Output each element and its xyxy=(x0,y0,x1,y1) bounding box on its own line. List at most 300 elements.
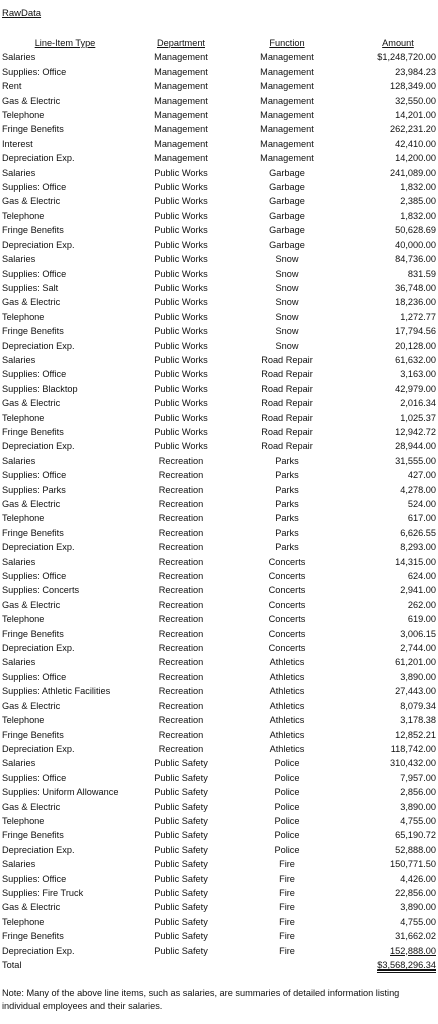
cell-function[interactable]: Athletics xyxy=(269,743,305,754)
table-row xyxy=(2,526,438,540)
table-row xyxy=(2,79,438,93)
cell-line-item-type[interactable]: Interest xyxy=(2,138,33,149)
cell-line-item-type[interactable]: Supplies: Office xyxy=(2,873,67,884)
cell-function[interactable]: Fire xyxy=(279,945,295,956)
cell-department[interactable]: Recreation xyxy=(158,585,204,596)
cell-amount[interactable]: 619.00 xyxy=(407,614,436,625)
total-department-cell[interactable] xyxy=(128,958,234,972)
cell-department[interactable]: Recreation xyxy=(158,556,204,567)
cell-department[interactable]: Public Safety xyxy=(154,945,208,956)
cell-amount[interactable]: 4,426.00 xyxy=(400,873,436,884)
cell-department[interactable]: Recreation xyxy=(158,700,204,711)
cell-department[interactable]: Recreation xyxy=(158,628,204,639)
cell-department[interactable]: Public Works xyxy=(154,210,208,221)
table-row xyxy=(2,425,438,439)
cell-amount[interactable]: 36,748.00 xyxy=(395,282,436,293)
table-row xyxy=(2,598,438,612)
cell-function[interactable]: Police xyxy=(274,815,300,826)
cell-line-item-type[interactable]: Telephone xyxy=(2,210,45,221)
cell-line-item-type[interactable]: Supplies: Office xyxy=(2,369,67,380)
cell-function[interactable]: Snow xyxy=(275,268,299,279)
cell-department[interactable]: Public Safety xyxy=(154,887,208,898)
cell-department[interactable]: Recreation xyxy=(158,470,204,481)
table-row xyxy=(2,50,438,64)
cell-department[interactable]: Public Works xyxy=(154,239,208,250)
cell-line-item-type[interactable]: Supplies: Office xyxy=(2,571,67,582)
cell-function[interactable]: Athletics xyxy=(269,657,305,668)
cell-department[interactable]: Management xyxy=(154,81,208,92)
cell-amount[interactable]: 3,890.00 xyxy=(400,801,436,812)
cell-line-item-type[interactable]: Supplies: Uniform Allowance xyxy=(2,787,119,798)
table-row xyxy=(2,828,438,842)
cell-amount[interactable]: 14,315.00 xyxy=(395,556,436,567)
cell-function[interactable]: Fire xyxy=(279,931,295,942)
cell-amount[interactable]: 3,178.38 xyxy=(400,715,436,726)
table-row xyxy=(2,223,438,237)
cell-department[interactable]: Public Works xyxy=(154,326,208,337)
cell-department[interactable]: Recreation xyxy=(158,657,204,668)
cell-function[interactable]: Road Repair xyxy=(261,426,313,437)
cell-amount[interactable]: 1,832.00 xyxy=(400,210,436,221)
cell-amount[interactable]: 150,771.50 xyxy=(390,859,436,870)
cell-line-item-type[interactable]: Supplies: Parks xyxy=(2,484,66,495)
cell-function[interactable]: Fire xyxy=(279,859,295,870)
cell-amount[interactable]: 617.00 xyxy=(407,513,436,524)
cell-function[interactable]: Road Repair xyxy=(261,412,313,423)
cell-function[interactable]: Concerts xyxy=(268,643,306,654)
cell-function[interactable]: Management xyxy=(260,52,314,63)
cell-line-item-type[interactable]: Fringe Benefits xyxy=(2,124,64,135)
cell-line-item-type[interactable]: Fringe Benefits xyxy=(2,830,64,841)
cell-department[interactable]: Public Works xyxy=(154,354,208,365)
cell-department[interactable]: Recreation xyxy=(158,542,204,553)
cell-department[interactable]: Public Works xyxy=(154,254,208,265)
cell-line-item-type[interactable]: Telephone xyxy=(2,110,45,121)
table-row xyxy=(2,310,438,324)
total-row xyxy=(2,958,438,972)
cell-department[interactable]: Public Works xyxy=(154,340,208,351)
cell-department[interactable]: Recreation xyxy=(158,499,204,509)
cell-line-item-type[interactable]: Fringe Benefits xyxy=(2,326,64,337)
cell-department[interactable]: Recreation xyxy=(158,455,204,466)
cell-amount[interactable]: 12,942.72 xyxy=(395,426,436,437)
table-row xyxy=(2,641,438,655)
cell-amount[interactable]: 18,236.00 xyxy=(395,297,436,308)
table-row xyxy=(2,180,438,194)
cell-line-item-type[interactable]: Fringe Benefits xyxy=(2,225,64,236)
cell-line-item-type[interactable]: Supplies: Office xyxy=(2,772,67,783)
cell-function[interactable]: Management xyxy=(260,153,314,164)
cell-line-item-type[interactable]: Rent xyxy=(2,81,22,92)
cell-amount[interactable]: 3,163.00 xyxy=(400,369,436,380)
cell-department[interactable]: Recreation xyxy=(158,527,204,538)
header-amount[interactable]: Amount xyxy=(382,38,414,48)
cell-function[interactable]: Parks xyxy=(275,455,299,466)
cell-amount[interactable]: 4,755.00 xyxy=(400,815,436,826)
cell-amount[interactable]: 32,550.00 xyxy=(395,95,436,106)
cell-line-item-type[interactable]: Depreciation Exp. xyxy=(2,743,75,754)
cell-line-item-type[interactable]: Depreciation Exp. xyxy=(2,441,75,452)
cell-function[interactable]: Parks xyxy=(275,527,299,538)
cell-line-item-type[interactable]: Salaries xyxy=(2,455,36,466)
table-row xyxy=(2,439,438,453)
cell-function[interactable]: Management xyxy=(260,110,314,121)
cell-department[interactable]: Recreation xyxy=(158,715,204,726)
cell-amount[interactable]: 241,089.00 xyxy=(390,167,436,178)
table-row xyxy=(2,756,438,770)
cell-department[interactable]: Public Works xyxy=(154,311,208,322)
cell-amount[interactable]: 624.00 xyxy=(407,571,436,582)
table-row xyxy=(2,857,438,871)
cell-amount[interactable]: 1,025.37 xyxy=(400,412,436,423)
cell-line-item-type[interactable]: Supplies: Office xyxy=(2,66,67,77)
cell-amount[interactable]: 310,432.00 xyxy=(390,758,436,769)
cell-line-item-type[interactable]: Telephone xyxy=(2,311,45,322)
cell-line-item-type[interactable]: Gas & Electric xyxy=(2,196,61,207)
cell-amount[interactable]: 128,349.00 xyxy=(390,81,436,92)
cell-function[interactable]: Fire xyxy=(279,902,295,913)
cell-function[interactable]: Concerts xyxy=(268,556,306,567)
cell-line-item-type[interactable]: Salaries xyxy=(2,758,36,769)
cell-department[interactable]: Recreation xyxy=(158,686,204,697)
cell-line-item-type[interactable]: Supplies: Office xyxy=(2,671,67,682)
cell-line-item-type[interactable]: Gas & Electric xyxy=(2,95,61,106)
cell-department[interactable]: Public Safety xyxy=(154,801,208,812)
cell-function[interactable]: Concerts xyxy=(268,614,306,625)
cell-function[interactable]: Athletics xyxy=(269,700,305,711)
table-row xyxy=(2,713,438,727)
cell-department[interactable]: Public Works xyxy=(154,412,208,423)
cell-department[interactable]: Public Safety xyxy=(154,916,208,927)
table-row xyxy=(2,396,438,410)
cell-amount[interactable]: 14,201.00 xyxy=(395,110,436,121)
table-row xyxy=(2,382,438,396)
cell-amount[interactable]: 3,006.15 xyxy=(400,628,436,639)
cell-line-item-type[interactable]: Depreciation Exp. xyxy=(2,542,75,553)
cell-amount[interactable]: 6,626.55 xyxy=(400,527,436,538)
cell-amount[interactable]: 31,555.00 xyxy=(395,455,436,466)
total-function-cell[interactable] xyxy=(234,958,340,972)
cell-line-item-type[interactable]: Supplies: Blacktop xyxy=(2,383,78,394)
cell-function[interactable]: Athletics xyxy=(269,715,305,726)
cell-department[interactable]: Recreation xyxy=(158,643,204,654)
cell-function[interactable]: Concerts xyxy=(268,571,306,582)
cell-line-item-type[interactable]: Fringe Benefits xyxy=(2,628,64,639)
cell-line-item-type[interactable]: Fringe Benefits xyxy=(2,426,64,437)
cell-function[interactable]: Snow xyxy=(275,282,299,293)
cell-function[interactable]: Management xyxy=(260,81,314,92)
cell-amount[interactable]: 262.00 xyxy=(407,599,436,610)
cell-function[interactable]: Police xyxy=(274,787,300,798)
cell-amount[interactable]: 1,272.77 xyxy=(400,311,436,322)
cell-amount[interactable]: 28,944.00 xyxy=(395,441,436,452)
cell-department[interactable]: Public Works xyxy=(154,167,208,178)
cell-amount[interactable]: 20,128.00 xyxy=(395,340,436,351)
cell-amount[interactable]: 3,890.00 xyxy=(400,902,436,913)
cell-amount[interactable]: 4,278.00 xyxy=(400,484,436,495)
total-label[interactable]: Total xyxy=(2,960,22,970)
cell-department[interactable]: Management xyxy=(154,52,208,63)
cell-function[interactable]: Garbage xyxy=(269,239,305,250)
raw-data-table xyxy=(2,36,438,972)
cell-department[interactable]: Public Safety xyxy=(154,787,208,798)
cell-department[interactable]: Recreation xyxy=(158,729,204,740)
cell-amount[interactable] xyxy=(340,944,438,958)
cell-department[interactable]: Public Safety xyxy=(154,873,208,884)
table-row xyxy=(2,295,438,309)
cell-amount[interactable]: 12,852.21 xyxy=(395,729,436,740)
cell-department[interactable]: Public Works xyxy=(154,369,208,380)
cell-function[interactable]: Athletics xyxy=(269,671,305,682)
cell-amount[interactable]: 2,856.00 xyxy=(400,787,436,798)
cell-function[interactable]: Parks xyxy=(275,513,299,524)
cell-function[interactable]: Concerts xyxy=(268,585,306,596)
cell-line-item-type[interactable]: Gas & Electric xyxy=(2,398,61,409)
cell-amount[interactable]: 65,190.72 xyxy=(395,830,436,841)
cell-department[interactable]: Public Works xyxy=(154,398,208,409)
cell-line-item-type[interactable]: Salaries xyxy=(2,657,36,668)
cell-department[interactable]: Public Works xyxy=(154,426,208,437)
cell-department[interactable]: Management xyxy=(154,95,208,106)
table-row xyxy=(2,108,438,122)
table-row xyxy=(2,65,438,79)
cell-line-item-type[interactable]: Depreciation Exp. xyxy=(2,239,75,250)
cell-amount[interactable]: 61,201.00 xyxy=(395,657,436,668)
cell-department[interactable]: Public Safety xyxy=(154,859,208,870)
cell-amount[interactable]: 831.59 xyxy=(407,268,436,279)
cell-line-item-type[interactable]: Salaries xyxy=(2,859,36,870)
cell-function[interactable]: Snow xyxy=(275,311,299,322)
cell-line-item-type[interactable]: Telephone xyxy=(2,513,45,524)
cell-amount[interactable]: 52,888.00 xyxy=(395,844,436,855)
cell-function[interactable]: Snow xyxy=(275,340,299,351)
sheet-title: RawData xyxy=(2,8,42,19)
table-row xyxy=(2,238,438,252)
cell-function[interactable]: Road Repair xyxy=(261,441,313,452)
cell-amount[interactable]: 84,736.00 xyxy=(395,254,436,265)
cell-amount[interactable]: 118,742.00 xyxy=(390,743,436,754)
cell-function[interactable]: Athletics xyxy=(269,729,305,740)
cell-department[interactable]: Management xyxy=(154,124,208,135)
cell-amount[interactable]: 262,231.20 xyxy=(390,124,436,135)
cell-line-item-type[interactable]: Gas & Electric xyxy=(2,499,61,509)
cell-function[interactable]: Garbage xyxy=(269,225,305,236)
cell-function[interactable]: Garbage xyxy=(269,196,305,207)
table-row xyxy=(2,886,438,900)
cell-function[interactable]: Concerts xyxy=(268,599,306,610)
cell-function[interactable]: Garbage xyxy=(269,182,305,193)
cell-line-item-type[interactable]: Fringe Benefits xyxy=(2,527,64,538)
table-row xyxy=(2,929,438,943)
cell-amount[interactable]: 42,979.00 xyxy=(395,383,436,394)
table-row xyxy=(2,252,438,266)
cell-amount[interactable]: 31,662.02 xyxy=(395,931,436,942)
cell-function[interactable]: Management xyxy=(260,124,314,135)
cell-department[interactable]: Public Works xyxy=(154,225,208,236)
cell-department[interactable]: Public Works xyxy=(154,182,208,193)
cell-function[interactable]: Fire xyxy=(279,873,295,884)
cell-line-item-type[interactable]: Telephone xyxy=(2,614,45,625)
cell-function[interactable]: Police xyxy=(274,772,300,783)
cell-department[interactable]: Public Safety xyxy=(154,902,208,913)
cell-amount[interactable]: 427.00 xyxy=(407,470,436,481)
cell-department[interactable]: Public Safety xyxy=(154,758,208,769)
cell-amount[interactable]: 1,832.00 xyxy=(400,182,436,193)
cell-department[interactable]: Public Works xyxy=(154,282,208,293)
cell-function[interactable]: Road Repair xyxy=(261,369,313,380)
cell-department[interactable]: Public Works xyxy=(154,196,208,207)
cell-function[interactable]: Garbage xyxy=(269,167,305,178)
table-row xyxy=(2,468,438,482)
cell-amount[interactable]: 7,957.00 xyxy=(400,772,436,783)
cell-line-item-type[interactable]: Gas & Electric xyxy=(2,599,61,610)
cell-amount[interactable]: 14,200.00 xyxy=(395,153,436,164)
header-line-item-type[interactable]: Line-Item Type xyxy=(34,38,96,48)
cell-line-item-type[interactable]: Supplies: Concerts xyxy=(2,585,80,596)
cell-department[interactable]: Public Works xyxy=(154,441,208,452)
cell-function[interactable]: Fire xyxy=(279,887,295,898)
cell-function[interactable]: Parks xyxy=(275,470,299,481)
table-row xyxy=(2,194,438,208)
cell-department[interactable]: Public Works xyxy=(154,383,208,394)
cell-amount[interactable]: 2,941.00 xyxy=(400,585,436,596)
cell-department[interactable]: Public Works xyxy=(154,297,208,308)
cell-department[interactable]: Management xyxy=(154,66,208,77)
cell-amount[interactable]: 2,744.00 xyxy=(400,643,436,654)
cell-function[interactable]: Parks xyxy=(275,484,299,495)
table-row xyxy=(2,699,438,713)
cell-function[interactable]: Fire xyxy=(279,916,295,927)
cell-department[interactable]: Recreation xyxy=(158,484,204,495)
table-row xyxy=(2,627,438,641)
cell-function[interactable]: Management xyxy=(260,138,314,149)
cell-line-item-type[interactable]: Fringe Benefits xyxy=(2,729,64,740)
cell-line-item-type[interactable]: Supplies: Athletic Facilities xyxy=(2,686,111,697)
table-row xyxy=(2,267,438,281)
cell-amount[interactable]: 3,890.00 xyxy=(400,671,436,682)
cell-department[interactable]: Public Safety xyxy=(154,815,208,826)
cell-amount[interactable]: $1,248,720.00 xyxy=(377,52,436,63)
cell-amount[interactable]: 8,079.34 xyxy=(400,700,436,711)
cell-amount[interactable]: 4,755.00 xyxy=(400,916,436,927)
cell-line-item-type[interactable]: Telephone xyxy=(2,715,45,726)
cell-amount[interactable]: 61,632.00 xyxy=(395,354,436,365)
cell-department[interactable]: Public Safety xyxy=(154,772,208,783)
table-row xyxy=(2,324,438,338)
cell-line-item-type[interactable]: Depreciation Exp. xyxy=(2,945,75,956)
cell-function[interactable]: Road Repair xyxy=(261,383,313,394)
cell-line-item-type[interactable]: Depreciation Exp. xyxy=(2,153,75,164)
cell-function[interactable]: Police xyxy=(274,758,300,769)
cell-line-item-type[interactable]: Gas & Electric xyxy=(2,700,61,711)
table-row xyxy=(2,684,438,698)
cell-line-item-type[interactable]: Telephone xyxy=(2,815,45,826)
header-function[interactable]: Function xyxy=(269,38,305,48)
cell-amount[interactable]: 17,794.56 xyxy=(395,326,436,337)
cell-function[interactable]: Snow xyxy=(275,297,299,308)
cell-line-item-type[interactable]: Salaries xyxy=(2,167,36,178)
cell-department[interactable]: Recreation xyxy=(158,614,204,625)
cell-line-item-type[interactable]: Gas & Electric xyxy=(2,902,61,913)
table-row xyxy=(2,454,438,468)
cell-function[interactable]: Snow xyxy=(275,254,299,265)
cell-line-item-type[interactable]: Depreciation Exp. xyxy=(2,844,75,855)
cell-department[interactable]: Recreation xyxy=(158,571,204,582)
cell-line-item-type[interactable]: Gas & Electric xyxy=(2,297,61,308)
cell-function[interactable]: Parks xyxy=(275,499,299,509)
cell-function[interactable]: Police xyxy=(274,844,300,855)
cell-line-item-type[interactable]: Gas & Electric xyxy=(2,801,61,812)
footnote: Note: Many of the above line items, such as salaries, are summaries of detailed information listing individual employees and their salaries. xyxy=(2,988,400,1011)
table-row xyxy=(2,540,438,554)
cell-amount[interactable]: 2,016.34 xyxy=(400,398,436,409)
table-row xyxy=(2,151,438,165)
cell-amount[interactable]: 42,410.00 xyxy=(395,138,436,149)
cell-line-item-type[interactable]: Salaries xyxy=(2,52,36,63)
cell-line-item-type[interactable]: Telephone xyxy=(2,916,45,927)
cell-line-item-type[interactable]: Salaries xyxy=(2,254,36,265)
cell-amount[interactable]: 40,000.00 xyxy=(395,239,436,250)
cell-function[interactable]: Road Repair xyxy=(261,398,313,409)
table-row xyxy=(2,728,438,742)
cell-function[interactable]: Snow xyxy=(275,326,299,337)
cell-amount[interactable]: 22,856.00 xyxy=(395,887,436,898)
cell-line-item-type[interactable]: Supplies: Office xyxy=(2,470,67,481)
cell-line-item-type[interactable]: Salaries xyxy=(2,556,36,567)
cell-department[interactable]: Recreation xyxy=(158,513,204,524)
cell-amount[interactable]: 8,293.00 xyxy=(400,542,436,553)
cell-line-item-type[interactable]: Supplies: Salt xyxy=(2,282,59,293)
cell-department[interactable]: Public Safety xyxy=(154,844,208,855)
total-amount[interactable] xyxy=(340,958,438,972)
cell-amount[interactable]: 2,385.00 xyxy=(400,196,436,207)
cell-line-item-type[interactable]: Fringe Benefits xyxy=(2,931,64,942)
cell-function[interactable]: Police xyxy=(274,801,300,812)
cell-department[interactable]: Management xyxy=(154,138,208,149)
cell-department[interactable]: Public Works xyxy=(154,268,208,279)
cell-line-item-type[interactable]: Telephone xyxy=(2,412,45,423)
cell-department[interactable]: Recreation xyxy=(158,599,204,610)
cell-amount[interactable]: 23,984.23 xyxy=(395,66,436,77)
cell-line-item-type[interactable]: Supplies: Office xyxy=(2,182,67,193)
cell-department[interactable]: Public Safety xyxy=(154,830,208,841)
cell-amount[interactable]: 50,628.69 xyxy=(395,225,436,236)
cell-amount[interactable]: 27,443.00 xyxy=(395,686,436,697)
table-row xyxy=(2,814,438,828)
cell-function[interactable]: Management xyxy=(260,95,314,106)
cell-department[interactable]: Public Safety xyxy=(154,931,208,942)
cell-function[interactable]: Road Repair xyxy=(261,354,313,365)
cell-department[interactable]: Management xyxy=(154,110,208,121)
cell-line-item-type[interactable]: Depreciation Exp. xyxy=(2,643,75,654)
cell-line-item-type[interactable]: Supplies: Fire Truck xyxy=(2,887,84,898)
cell-line-item-type[interactable]: Supplies: Office xyxy=(2,268,67,279)
cell-function[interactable]: Parks xyxy=(275,542,299,553)
cell-line-item-type[interactable]: Depreciation Exp. xyxy=(2,340,75,351)
cell-function[interactable]: Concerts xyxy=(268,628,306,639)
cell-function[interactable]: Garbage xyxy=(269,210,305,221)
cell-function[interactable]: Management xyxy=(260,66,314,77)
header-department[interactable]: Department xyxy=(156,38,205,48)
cell-department[interactable]: Recreation xyxy=(158,671,204,682)
cell-line-item-type[interactable]: Salaries xyxy=(2,354,36,365)
last-amount-value: 152,888.00 xyxy=(390,945,436,956)
cell-function[interactable]: Police xyxy=(274,830,300,841)
cell-department[interactable]: Management xyxy=(154,153,208,164)
cell-department[interactable]: Recreation xyxy=(158,743,204,754)
cell-function[interactable]: Athletics xyxy=(269,686,305,697)
cell-amount[interactable]: 524.00 xyxy=(407,499,436,509)
